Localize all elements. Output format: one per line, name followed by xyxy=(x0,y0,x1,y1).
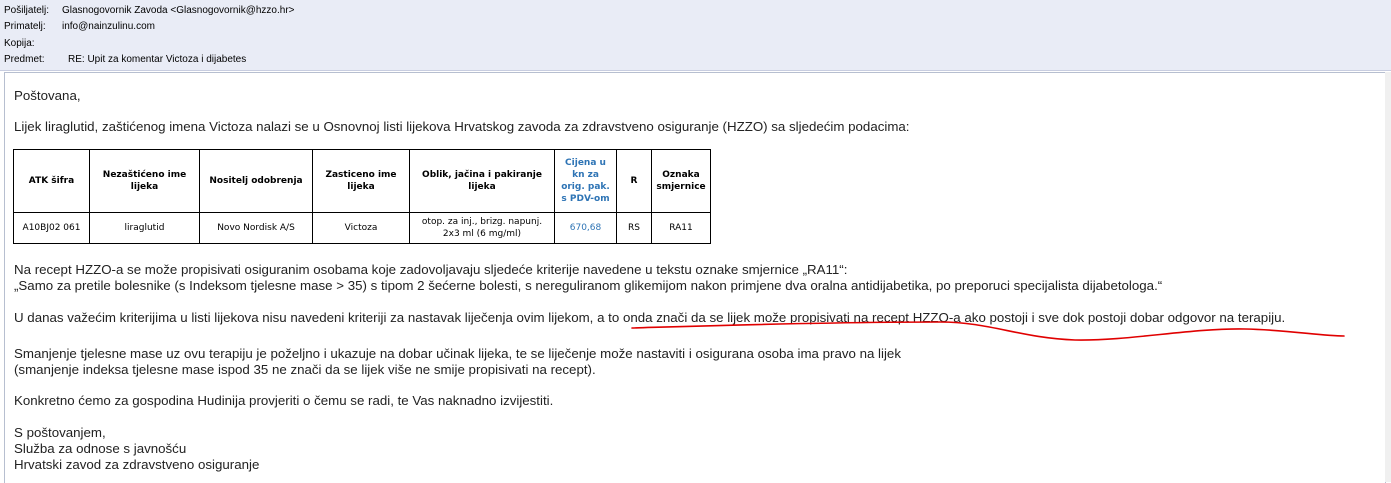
table-cell: RS xyxy=(617,213,652,244)
greeting: Poštovana, xyxy=(14,88,81,103)
table-cell: liraglutid xyxy=(90,213,200,244)
underlined-highlight-text: a to onda znači da se lijek može propisivati na recept HZZO-a ako postoji i sve dok postoji dobar odgovor na terapiju. xyxy=(593,310,1286,325)
from-value[interactable]: Glasnogovornik Zavoda <Glasnogovornik@hzzo.hr> xyxy=(62,5,295,16)
table-header-cell: Nezaštićeno ime lijeka xyxy=(90,150,200,213)
to-row xyxy=(4,20,155,34)
signature-closing: S poštovanjem, xyxy=(14,425,106,440)
signature-department: Služba za odnose s javnošću xyxy=(14,441,187,456)
from-label: Pošiljatelj: xyxy=(4,5,50,16)
table-header-cell: Zasticeno ime lijeka xyxy=(313,150,410,213)
specific-case-paragraph: Konkretno ćemo za gospodina Hudinija provjeriti o čemu se radi, te Vas naknadno izvijestiti. xyxy=(14,393,554,408)
subject-label: Predmet: xyxy=(4,54,45,65)
subject-row xyxy=(4,53,246,67)
table-cell: Novo Nordisk A/S xyxy=(200,213,313,244)
table-header-cell: Oznaka smjernice xyxy=(652,150,711,213)
table-header-cell: Nositelj odobrenja xyxy=(200,150,313,213)
drug-info-table xyxy=(13,149,711,244)
signature-organization: Hrvatski zavod za zdravstveno osiguranje xyxy=(14,457,260,472)
cc-label: Kopija: xyxy=(4,38,35,49)
cc-row xyxy=(4,37,62,51)
table-cell: otop. za inj., brizg. napunj. 2x3 ml (6 mg/ml) xyxy=(410,213,555,244)
table-header-cell: Cijena u kn za orig. pak. s PDV-om xyxy=(555,150,617,213)
from-row xyxy=(4,4,295,18)
table-header-row xyxy=(14,150,711,213)
criteria-intro: Na recept HZZO-a se može propisivati osiguranim osobama koje zadovoljavaju sljedeće kriterije navedene u tekstu oznake smjernice „RA11“: xyxy=(14,262,848,277)
to-value[interactable]: info@nainzulinu.com xyxy=(62,21,155,32)
weight-paragraph-line2: (smanjenje indeksa tjelesne mase ispod 35 ne znači da se lijek više ne smije propisivati na recept). xyxy=(14,362,596,377)
table-cell: Victoza xyxy=(313,213,410,244)
subject-value: RE: Upit za komentar Victoza i dijabetes xyxy=(68,54,247,65)
continuation-paragraph xyxy=(14,310,1285,326)
to-label: Primatelj: xyxy=(4,21,46,32)
weight-paragraph-line1: Smanjenje tjelesne mase uz ovu terapiju je poželjno i ukazuje na dobar učinak lijeka, te se liječenje može nastaviti i osigurana osoba ima pravo na lijek xyxy=(14,346,901,361)
email-header xyxy=(0,0,1391,71)
table-cell: A10BJ02 061 xyxy=(14,213,90,244)
table-header-cell: R xyxy=(617,150,652,213)
table-row xyxy=(14,213,711,244)
continuation-text: U danas važećim kriterijima u listi lijekova nisu navedeni kriteriji za nastavak liječenja ovim lijekom, xyxy=(14,310,594,325)
table-cell: RA11 xyxy=(652,213,711,244)
table-header-cell: Oblik, jačina i pakiranje lijeka xyxy=(410,150,555,213)
table-cell: 670,68 xyxy=(555,213,617,244)
criteria-quote: „Samo za pretile bolesnike (s Indeksom tjelesne mase > 35) s tipom 2 šećerne bolesti, s nereguliranom glikemijom nakon primjene dva oralna antidijabetika, po preporuci specijalista dijabetologa.“ xyxy=(14,278,1163,293)
intro-paragraph: Lijek liraglutid, zaštićenog imena Victoza nalazi se u Osnovnoj listi lijekova Hrvatskog zavoda za zdravstveno osiguranje (HZZO) sa sljedećim podacima: xyxy=(14,119,910,134)
table-header-cell: ATK šifra xyxy=(14,150,90,213)
vertical-scrollbar[interactable] xyxy=(1385,72,1391,482)
